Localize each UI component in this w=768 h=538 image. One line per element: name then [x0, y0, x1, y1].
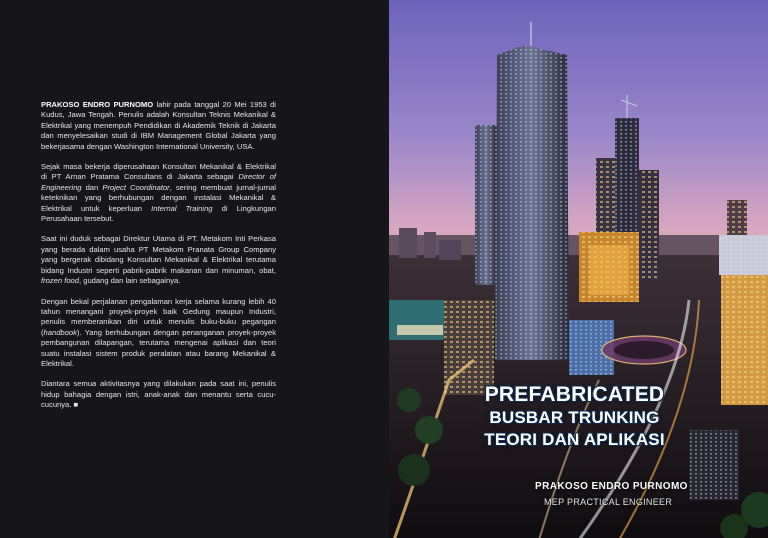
- book-subtitle: TEORI DAN APLIKASI: [484, 430, 665, 449]
- book-title-line1: PREFABRICATED: [484, 383, 665, 406]
- author-role: MEP PRACTICAL ENGINEER: [544, 497, 673, 507]
- bio-paragraph-4: Dengan bekal perjalanan pengalaman kerja selama kurang lebih 40 tahun menangani proyek-proyek baik Gedung maupun Industri, penulis memberanikan diri untuk menulis buku-buku pegangan (handbook). Yang berhubungan dengan penanganan proyek-proyek pembangunan dilapangan, terutama mengenai aplikasi dan teori suatu instalasi sistem produk peralatan atau barang Mekanikal & Elektrikal.: [41, 296, 276, 368]
- book-title-line2: BUSBAR TRUNKING: [489, 408, 660, 427]
- author-name: PRAKOSO ENDRO PURNOMO: [535, 481, 688, 492]
- bio-paragraph-5: Diantara semua aktivitasnya yang dilakukan pada saat ini, penulis hidup bahagia dengan istri, anak-anak dan menantu serta cucu-cucunya. ■: [41, 379, 276, 410]
- bio-paragraph-3: Saat ini duduk sebagai Direktur Utama di PT. Metakom Inti Perkasa yang berada dalam usaha PT Metakom Pranata Group Company yang bergerak dibidang Konsultan Mekanikal & Elektrikal terutama bidang Industri seperti pabrik-pabrik makanan dan minuman, obat, frozen food, gudang dan lain sebagainya.: [41, 234, 276, 286]
- bio-paragraph-2: Sejak masa bekerja diperusahaan Konsultan Mekanikal & Elektrikal di PT Arnan Pratama Consultans di Jakarta sebagai Director of Engineering dan Project Coordinator, sering membuat jurnal-jurnal keteknikan yang berhubungan dengan instalasi Mekanikal & Elektrikal untuk keperluan Internal Training di Lingkungan Perusahaan tersebut.: [41, 162, 276, 224]
- cover-titles: [389, 0, 768, 538]
- author-biography: [41, 100, 276, 421]
- bio-paragraph-1: PRAKOSO ENDRO PURNOMO lahir pada tanggal 20 Mei 1953 di Kudus, Jawa Tengah. Penulis adalah Konsultan Teknis Mekanikal & Elektrikal yang menempuh Pendidikan di Akademik Teknik di Jakarta dan menyelesaikan studi di IBM Management Global Jakarta yang bekerjasama dengan Washington International University, USA.: [41, 100, 276, 151]
- front-cover: [389, 0, 768, 538]
